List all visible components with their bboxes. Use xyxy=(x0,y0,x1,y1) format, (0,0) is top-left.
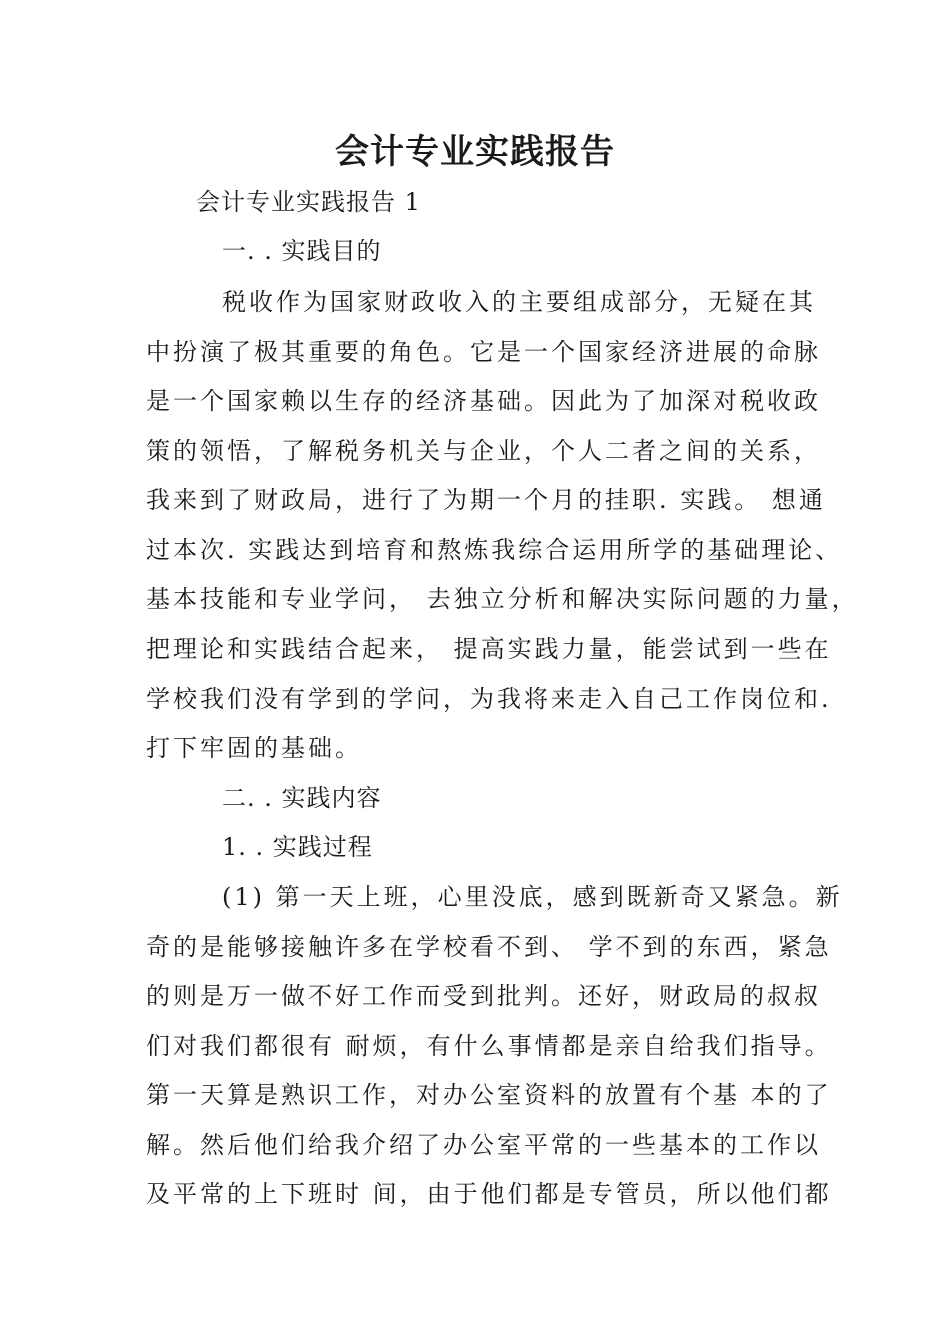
paragraph-line: 及平常的上下班时 间，由于他们都是专管员，所以他们都 xyxy=(146,1180,832,1208)
paragraph-line: 打下牢固的基础。 xyxy=(146,734,362,762)
paragraph-line: 策的领悟，了解税务机关与企业，个人二者之间的关系， xyxy=(146,437,821,465)
paragraph-line: 把理论和实践结合起来， 提高实践力量，能尝试到一些在 xyxy=(146,635,832,663)
paragraph-line: 过本次. 实践达到培育和熬炼我综合运用所学的基础理论、 xyxy=(146,536,843,564)
paragraph-line: 们对我们都很有 耐烦，有什么事情都是亲自给我们指导。 xyxy=(146,1032,832,1060)
paragraph-line: 税收作为国家财政收入的主要组成部分，无疑在其 xyxy=(222,288,816,316)
subsection-heading-process: 1. . 实践过程 xyxy=(222,833,373,861)
page-title: 会计专业实践报告 xyxy=(335,132,615,172)
paragraph-line: 奇的是能够接触许多在学校看不到、 学不到的东西，紧急 xyxy=(146,933,832,961)
paragraph-line: 是一个国家赖以生存的经济基础。因此为了加深对税收政 xyxy=(146,387,821,415)
paragraph-line: (1) 第一天上班，心里没底，感到既新奇又紧急。新 xyxy=(222,883,843,911)
section-heading-purpose: 一. . 实践目的 xyxy=(222,237,382,265)
paragraph-line: 我来到了财政局，进行了为期一个月的挂职. 实践。 想通 xyxy=(146,486,826,514)
paragraph-line: 第一天算是熟识工作，对办公室资料的放置有个基 本的了 xyxy=(146,1081,832,1109)
section-heading-content: 二. . 实践内容 xyxy=(222,784,382,812)
report-subtitle: 会计专业实践报告 1 xyxy=(196,188,421,216)
paragraph-line: 的则是万一做不好工作而受到批判。还好，财政局的叔叔 xyxy=(146,982,821,1010)
paragraph-line: 学校我们没有学到的学问，为我将来走入自己工作岗位和. xyxy=(146,685,832,713)
paragraph-line: 解。然后他们给我介绍了办公室平常的一些基本的工作以 xyxy=(146,1131,821,1159)
paragraph-line: 中扮演了极其重要的角色。它是一个国家经济进展的命脉 xyxy=(146,338,821,366)
paragraph-line: 基本技能和专业学问， 去独立分析和解决实际问题的力量， xyxy=(146,585,859,613)
